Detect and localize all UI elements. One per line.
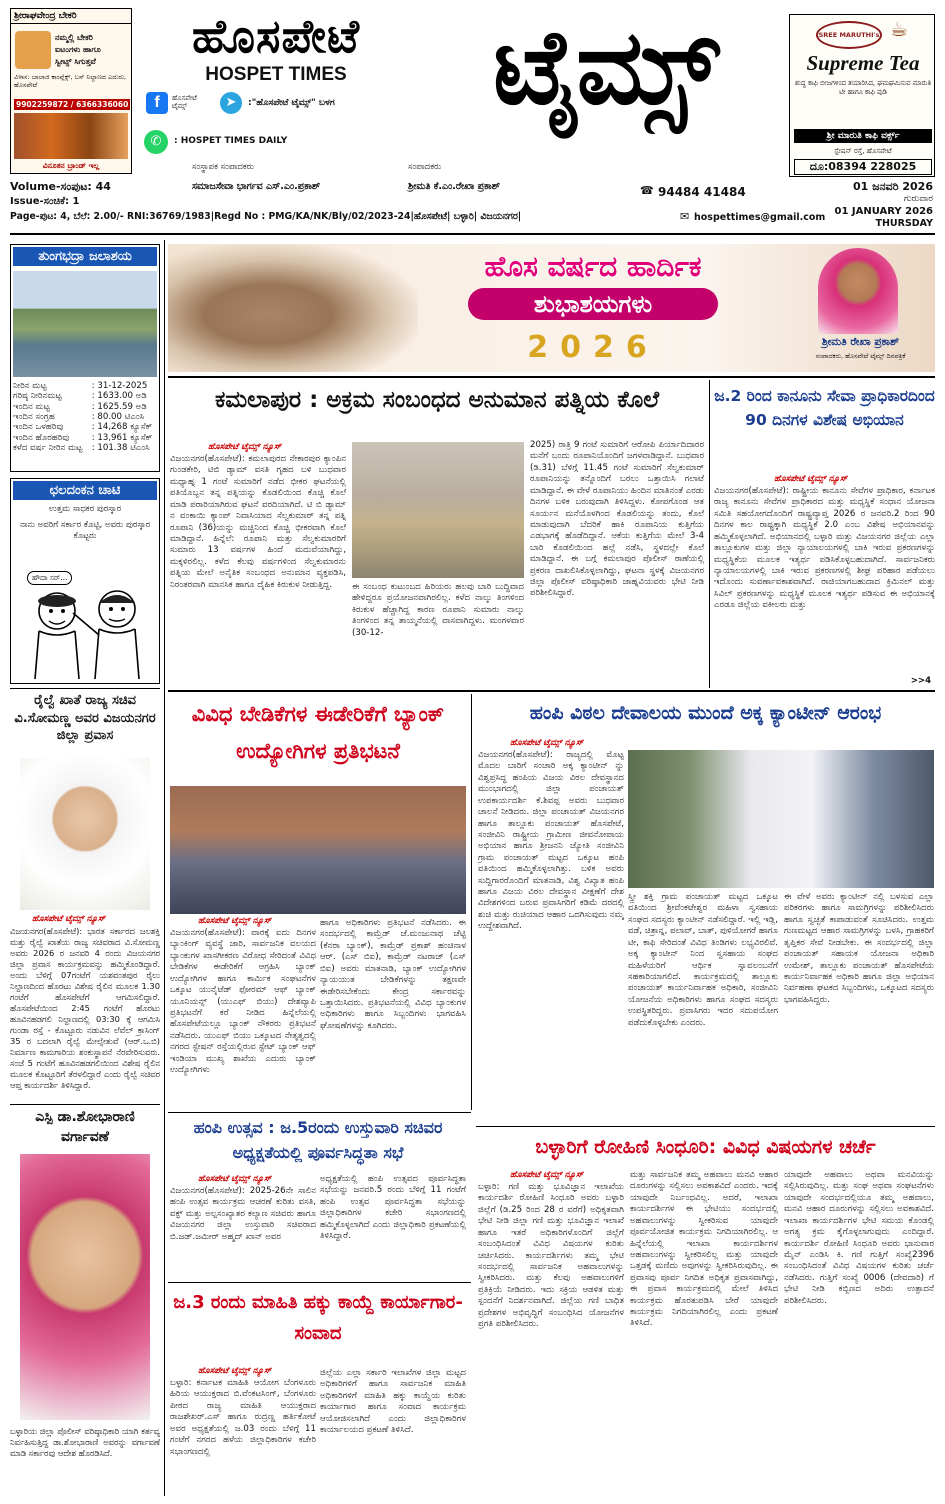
story4-col2: ಸ್ತ್ರೀ ಶಕ್ತಿ ಗ್ರಾಮ ಪಂಚಾಯತ್ ಮಟ್ಟದ ಒಕ್ಕೂಟ ವತಿಯಿಂದ ಶ್ರೀವೆಂಕಟೇಶ್ವರ ಮಹಿಳಾ ಸ್ವಸಹಾಯ ಸಂಘದ ಸದಸ್ಯರು ಕ್ಯಾಂಟೀನ್ ನಡೆಸಲಿದ್ದಾರೆ. ಇಲ್ಲಿ ಇಡ್ಲಿ, ವಡೆ, ಚಿತ್ರಾನ್ನ, ಪಲಾವ್, ಬಾತ್, ಪುಳಿಯೋಗರೆ ಹಾಗೂ ಟೀ, ಕಾಫಿ ಸೇರಿದಂತೆ ವಿವಿಧ ತಿಂಡಿಗಳು ಲಭ್ಯವಿರಲಿವೆ. ಅಕ್ಕ ಕ್ಯಾಂಟೀನ್ ನಿಂದ ಸ್ವಸಹಾಯ ಸಂಘದ ಮಹಿಳೆಯರಿಗೆ ಆರ್ಥಿಕ ಸ್ವಾವಲಂಬನೆಗೆ ಸಹಕಾರಿಯಾಗಲಿದೆ. ಕಾರ್ಯಕ್ರಮದಲ್ಲಿ ತಾಲ್ಲೂಕು ಪಂಚಾಯತ್ ಕಾರ್ಯನಿರ್ವಾಹಕ ಅಧಿಕಾರಿ, ಸಂಜೀವಿನಿ ಯೋಜನೆಯ ಅಧಿಕಾರಿಗಳು ಹಾಗೂ ಸಂಘದ ಸದಸ್ಯರು ಉಪಸ್ಥಿತರಿದ್ದರು. ಪ್ರವಾಸಿಗರು ಇದರ ಸದುಪಯೋಗ ಪಡೆದುಕೊಳ್ಳಬೇಕು ಎಂದರು.: [628, 892, 778, 1028]
story3-protest-photo: [170, 786, 466, 914]
story6-col2: ಜಿಲ್ಲೆಯ ಎಲ್ಲಾ ಸರ್ಕಾರಿ ಇಲಾಖೆಗಳ ಜಿಲ್ಲಾ ಮಟ್ಟದ ಅಧಿಕಾರಿಗಳಿಗೆ ಹಾಗೂ ಸಾರ್ವಜನಿಕ ಮಾಹಿತಿ ಅಧಿಕಾರಿಗಳಿಗೆ ಮಾಹಿತಿ ಹಕ್ಕು ಕಾಯ್ದೆಯ ಕುರಿತು ಕಾರ್ಯಾಗಾರ ಹಾಗೂ ಸಂವಾದ ಕಾರ್ಯಕ್ರಮ ಆಯೋಜಿಸಲಾಗಿದೆ ಎಂದು ಜಿಲ್ಲಾಧಿಕಾರಿಗಳ ಕಾರ್ಯಾಲಯದ ಪ್ರಕಟಣೆ ತಿಳಿಸಿದೆ.: [320, 1368, 466, 1436]
dam-box: [10, 244, 160, 472]
banner-year: 2026: [527, 330, 659, 365]
new-year-banner: [168, 244, 935, 372]
registration-line: Page-ಪುಟ: 4, ಬೆಲೆ: 2.00/- RNI:36769/1983|Regd No : PMG/KA/NK/Bly/02/2023-24|ಹೊಸಪೇಟೆ| ಬಳ್ಳಾರಿ| ವಿಜಯನಗರ|: [10, 211, 522, 222]
story-rohini-sindhuri: [476, 1128, 935, 1496]
story2-byline: ಹೊಸಪೇಟೆ ಟೈಮ್ಸ್ ನ್ಯೂಸ್: [774, 474, 848, 484]
founder-label: ಸಂಸ್ಥಾಪಕ ಸಂಪಾದಕರು: [192, 162, 254, 172]
dam-table: ನೀರಿನ ಮಟ್ಟ : 31-12-2025 ಗರಿಷ್ಠ ನೀರಿನಮಟ್ಟ : 1633.00 ಅಡಿ ಇಂದಿನ ಮಟ್ಟ : 1625.59 ಅಡಿ ಇಂದಿನ ಸಂಗ್ರಹ : 80.00 ಟಿಎಂಸಿ ಇಂದಿನ ಒಳಹರಿವು : 14,268 ಕ್ಯೂಸೆಕ್ ಇಂದಿನ ಹೊರಹರಿವು : 13,961 ಕ್ಯೂಸೆಕ್ ಕಳೆದ ವರ್ಷ ನೀರಿನ ಮಟ್ಟ : 101.38 ಟಿಎಂಸಿ: [13, 381, 153, 453]
title-kannada: ಹೊಸಪೇಟೆ: [191, 9, 361, 63]
tea-works: ಶ್ರೀ ಮಾರುತಿ ಕಾಫಿ ವರ್ಕ್ಸ್: [794, 129, 932, 143]
sp-headline: ಎಸ್ಪಿ ಡಾ.ಶೋಭಾರಾಣಿ ವರ್ಗಾವಣೆ: [35, 1109, 135, 1145]
story-legal-services: [714, 380, 935, 688]
left-ad-address: ವಿಳಾಸ: ಬಾಲಾಜಿ ಕಾಂಪ್ಲೆಕ್ಸ್, ಬಸ್ ನಿಲ್ದಾಣದ ಎದುರು, ಹೊಸಪೇಟೆ: [14, 73, 127, 90]
banner-role: ಸಂಪಾದಕರು, ಹೊಸಪೇಟೆ ಟೈಮ್ಸ್ ದಿನಪತ್ರಿಕೆ: [815, 352, 906, 360]
facebook-icon: f: [146, 92, 168, 114]
minister-byline: ಹೊಸಪೇಟೆ ಟೈಮ್ಸ್ ನ್ಯೂಸ್: [32, 914, 106, 924]
cartoon-box: [10, 478, 160, 684]
story5-col2: ಅಧ್ಯಕ್ಷತೆಯಲ್ಲಿ ಹಂಪಿ ಉತ್ಸವದ ಪೂರ್ವಸಿದ್ಧತಾ ಸಭೆಯನ್ನು ಜನವರಿ.5 ರಂದು ಬೆಳಿಗ್ಗೆ 11 ಗಂಟೆಗೆ ಹಂಪಿ ಉತ್ಸವ ಪೂರ್ವಸಿದ್ಧತಾ ಸಭೆಯನ್ನು ಜಿಲ್ಲಾಧಿಕಾರಿಗಳ ಕಚೇರಿ ಸಭಾಂಗಣದಲ್ಲಿ ಹಮ್ಮಿಕೊಳ್ಳಲಾಗಿದೆ ಎಂದು ಜಿಲ್ಲಾಧಿಕಾರಿ ಪ್ರಕಟಣೆಯಲ್ಲಿ ತಿಳಿಸಿದ್ದಾರೆ.: [320, 1174, 466, 1242]
email-icon: ✉: [680, 210, 690, 223]
whatsapp-channel[interactable]: : HOSPET TIMES DAILY: [174, 136, 288, 146]
tea-phone: ದೂ:08394 228025: [794, 159, 932, 175]
story4-canteen-photo: [628, 750, 934, 888]
founder-name: ಸಮಾಜಸೇವಾ ಭಾರ್ಗವ ಎಸ್.ಎಂ.ಪ್ರಕಾಶ್: [192, 181, 321, 192]
cartoon-title: ಛಲದಂಕನ ಚಾಟಿ: [13, 481, 157, 500]
left-ad: [10, 8, 132, 174]
story6-byline: ಹೊಸಪೇಟೆ ಟೈಮ್ಸ್ ನ್ಯೂಸ್: [198, 1366, 272, 1376]
bakery-logo: [15, 31, 51, 69]
story3-col2: ಹಾಗೂ ಅಧಿಕಾರಿಗಳು ಪ್ರತಿಭಟನೆ ನಡೆಸಿದರು. ಈ ಸಂದರ್ಭದಲ್ಲಿ ಕಾಮ್ರೆಡ್ ಜೆ.ಮಂಜುನಾಥ ಚೆಟ್ಟಿ (ಕೆನರಾ ಬ್ಯಾಂಕ್), ಕಾಮ್ರೆಡ್ ಪ್ರಕಾಶ್ ಹಂಚಿನಾಳ ಆರ್. (ಎಸ್ ಬಿಐ), ಕಾಮ್ರೆಡ್ ನಟರಾಜ್ (ಎಸ್ ಬಿಐ) ಅವರು ಮಾತನಾಡಿ, ಬ್ಯಾಂಕ್ ಉದ್ಯೋಗಿಗಳ ನ್ಯಾಯಯುತ ಬೇಡಿಕೆಗಳನ್ನು ತಕ್ಷಣವೇ ಈಡೇರಿಸಬೇಕೆಂದು ಕೇಂದ್ರ ಸರ್ಕಾರವನ್ನು ಒತ್ತಾಯಿಸಿದರು. ಪ್ರತಿಭಟನೆಯಲ್ಲಿ ವಿವಿಧ ಬ್ಯಾಂಕುಗಳ ಅಧಿಕಾರಿಗಳು ಹಾಗೂ ಸಿಬ್ಬಂದಿಗಳು ಭಾಗವಹಿಸಿ ಘೋಷಣೆಗಳನ್ನು ಕೂಗಿದರು.: [320, 918, 466, 1031]
day-kn: ಗುರುವಾರ: [903, 194, 933, 204]
title-english: HOSPET TIMES: [205, 64, 347, 85]
story2-text: ವಿಜಯನಗರ(ಹೊಸಪೇಟೆ): ರಾಷ್ಟ್ರೀಯ ಕಾನೂನು ಸೇವೆಗಳ ಪ್ರಾಧಿಕಾರ, ಕರ್ನಾಟಕ ರಾಜ್ಯ ಕಾನೂನು ಸೇವೆಗಳ ಪ್ರಾಧಿಕಾರದ ಮತ್ತು ಮಧ್ಯಸ್ಥಿಕೆ ಸಂಧಾನ ಯೋಜನಾ ಸಮಿತಿ ಸಹಯೋಗದೊಂದಿಗೆ ರಾಷ್ಟ್ರವ್ಯಾಪ್ತ 2026 ರ ಜನವರಿ.2 ರಿಂದ 90 ದಿನಗಳ ಕಾಲ ರಾಷ್ಟ್ರಕ್ಕಾಗಿ ಮಧ್ಯಸ್ಥಿಕೆ 2.0 ಎಂಬ ವಿಶೇಷ ಅಭಿಯಾನವನ್ನು ಹಮ್ಮಿಕೊಳ್ಳಲಾಗಿದೆ. ಅಭಿಯಾನದಲ್ಲಿ ಬಳ್ಳಾರಿ ಮತ್ತು ವಿಜಯನಗರ ಜಿಲ್ಲೆಯ ಎಲ್ಲಾ ತಾಲ್ಲೂಕುಗಳ ಮತ್ತು ಜಿಲ್ಲಾ ನ್ಯಾಯಾಲಯಗಳಲ್ಲಿ ಬಾಕಿ ಇರುವ ಪ್ರಕರಣಗಳನ್ನು ಮಧ್ಯಸ್ಥಿಕೆಯ ಮೂಲಕ ಇತ್ಯರ್ಥ ಪಡಿಸಿಕೊಳ್ಳಬಹುದಾಗಿದೆ. ಸಾರ್ವಜನಿಕರು ನ್ಯಾಯಾಲಯಗಳಲ್ಲಿ ಬಾಕಿ ಇರುವ ಪ್ರಕರಣಗಳಲ್ಲಿ ಶೀಘ್ರ ಪರಿಹಾರ ಪಡೆಯಲು ಇದೊಂದು ಸುವರ್ಣಾವಕಾಶವಾಗಿದೆ. ರಾಜಿಯಾಗಬಹುದಾದ ಕ್ರಿಮಿನಲ್ ಮತ್ತು ಸಿವಿಲ್ ಪ್ರಕರಣಗಳನ್ನು ಮಧ್ಯಸ್ಥಿಕೆ ಮೂಲಕ ಇತ್ಯರ್ಥ ಪಡಿಸುವ ಈ ಅಭಿಯಾನಕ್ಕೆ ಎರಡೂ ಜಿಲ್ಲೆಯ ವಕೀಲರು ಮತ್ತು: [714, 486, 935, 611]
left-ad-tag: ವಿನೂತನ ಬ್ರಾಂಡ್ ಇಲ್ಲ: [42, 161, 100, 170]
volume: Volume-ಸಂಪುಟ: 44: [10, 180, 111, 193]
minister-story: [10, 692, 160, 1102]
dam-photo: [13, 271, 157, 377]
story-bank-protest: [168, 694, 468, 1110]
story4-col1: ವಿಜಯನಗರ(ಹೊಸಪೇಟೆ): ರಾಜ್ಯದಲ್ಲಿ ಮೊಟ್ಟ ಮೊದಲ ಬಾರಿಗೆ ಸಂಚಾರಿ ಅಕ್ಕ ಕ್ಯಾಂಟೀನ್ ನ್ನು ವಿಶ್ವಪ್ರಸಿದ್ಧ ಹಂಪಿಯ ವಿಜಯ ವಿಠಲ ದೇವಸ್ಥಾನದ ಮುಂಭಾಗದಲ್ಲಿ ಜಿಲ್ಲಾ ಪಂಚಾಯತ್ ಉಪಕಾರ್ಯದರ್ಶಿ ಕೆ.ಶಿವಪ್ಪ ಅವರು ಬುಧವಾರ ಚಾಲನೆ ನೀಡಿದರು. ಜಿಲ್ಲಾ ಪಂಚಾಯತ್ ವಿಜಯನಗರ ಹಾಗೂ ತಾಲ್ಲೂಕು ಪಂಚಾಯತ್ ಹೊಸಪೇಟೆ, ಸಂಜೀವಿನಿ ರಾಷ್ಟ್ರೀಯ ಗ್ರಾಮೀಣ ಜೀವನೋಪಾಯ ಅಭಿಯಾನ ಹಾಗೂ ಶ್ರೀಜನನಿ ಜ್ಯೋತಿ ಸಂಜೀವಿನಿ ಗ್ರಾಮ ಪಂಚಾಯತ್ ಮಟ್ಟದ ಒಕ್ಕೂಟ ಹಂಪಿ ವತಿಯಿಂದ ಹಮ್ಮಿಕೊಳ್ಳಲಾಗಿತ್ತು. ಬಳಿಕ ಅವರು ಸುದ್ದಿಗಾರರೊಂದಿಗೆ ಮಾತನಾಡಿ, ವಿಶ್ವ ವಿಖ್ಯಾತ ಹಂಪಿ ಹಾಗೂ ವಿಜಯ ವಿಠಲ ದೇವಸ್ಥಾನ ವೀಕ್ಷಣೆಗೆ ದೇಶ ವಿದೇಶಗಳಿಂದ ಬರುವ ಪ್ರವಾಸಿಗರಿಗೆ ಕಡಿಮೆ ದರದಲ್ಲಿ ಶುಚಿ ಮತ್ತು ರುಚಿಯಾದ ಆಹಾರ ಒದಗಿಸುವುದು ನಮ್ಮ ಉದ್ದೇಶವಾಗಿದೆ.: [478, 750, 624, 932]
story3-byline: ಹೊಸಪೇಟೆ ಟೈಮ್ಸ್ ನ್ಯೂಸ್: [198, 916, 272, 926]
tea-place: ಸ್ಟೇಷನ್ ರಸ್ತೆ, ಹೊಸಪೇಟೆ: [834, 147, 892, 155]
banner-line1: ಹೊಸ ವರ್ಷದ ಹಾರ್ದಿಕ: [484, 250, 702, 283]
tea-brand: SREE MARUTHI's: [816, 21, 882, 49]
story3-col1: ವಿಜಯನಗರ(ಹೊಸಪೇಟೆ): ವಾರಕ್ಕೆ ಐದು ದಿನಗಳ ಬ್ಯಾಂಕಿಂಗ್ ವ್ಯವಸ್ಥೆ ಜಾರಿ, ಸಾರ್ವಜನಿಕ ವಲಯದ ಬ್ಯಾಂಕುಗಳ ಖಾಸಗೀಕರಣ ವಿರೋಧ ಸೇರಿದಂತೆ ವಿವಿಧ ಬೇಡಿಕೆಗಳ ಈಡೇರಿಕೆಗೆ ಆಗ್ರಹಿಸಿ ಬ್ಯಾಂಕ್ ಉದ್ಯೋಗಿಗಳ ಹಾಗೂ ಕಾರ್ಮಿಕ ಸಂಘಟನೆಗಳ ಒಕ್ಕೂಟ ಯುನೈಟೆಡ್ ಫೋರಮ್ ಆಫ್ ಬ್ಯಾಂಕ್ ಯೂನಿಯನ್ಸ್ (ಯುಎಫ್ ಬಿಯು) ದೇಶವ್ಯಾಪಿ ಪ್ರತಿಭಟನೆಗೆ ಕರೆ ನೀಡಿದ ಹಿನ್ನೆಲೆಯಲ್ಲಿ ಹೊಸಪೇಟೆಯಲ್ಲೂ ಬ್ಯಾಂಕ್ ನೌಕರರು ಪ್ರತಿಭಟನೆ ನಡೆಸಿದರು. ಯುಎಫ್ ಬಿಯು ಒಕ್ಕೂಟದ ನೇತೃತ್ವದಲ್ಲಿ ನಗರದ ಸ್ಟೇಷನ್ ರಸ್ತೆಯಲ್ಲಿರುವ ಸ್ಟೇಟ್ ಬ್ಯಾಂಕ್ ಆಫ್ ಇಂಡಿಯಾ ಮುಖ್ಯ ಶಾಖೆಯ ಎದುರು ಬ್ಯಾಂಕ್ ಉದ್ಯೋಗಿಗಳು: [170, 928, 316, 1076]
story1-col1: ವಿಜಯನಗರ(ಹೊಸಪೇಟೆ): ಕಮಲಾಪುರದ ನೇಕಾರಪುರ ಕ್ಯಾಂಪಿನ ಗುಂಡಕೇರಿ, ಟಿಬಿ ಡ್ಯಾಮ್ ವಸತಿ ಗೃಹದ ಬಳಿ ಬುಧವಾರ ಮಧ್ಯಾಹ್ನ 1 ಗಂಟೆ ಸುಮಾರಿಗೆ ನಡೆದ ಭೀಕರ ಘಟನೆಯಲ್ಲಿ ಪತಿಯೊಬ್ಬನ ತನ್ನ ಪತ್ನಿಯನ್ನು ಕೊಡಲಿಯಿಂದ ಕೊಚ್ಚಿ ಕೊಲೆ ಮಾಡಿ ಪರಾರಿಯಾಗಿರುವ ಘಟನೆ ವರದಿಯಾಗಿದೆ. ಟಿ ಬಿ ಡ್ಯಾಮ್ ನ ವಂಕಾಯಿ ಕ್ಯಾಂಪ್ ನಿವಾಸಿಯಾದ ಸೆಲ್ವಕುಮಾರ್ ತನ್ನ ಪತ್ನಿ ರೂಪಾನಿ (36)ಯನ್ನು ಮಚ್ಚಿನಿಂದ ಕೊಚ್ಚಿ ಭೀಕರವಾಗಿ ಕೊಲೆ ಮಾಡಿದ್ದಾನೆ. ಹಿನ್ನೆಲೆ: ರೂಪಾನಿ ಮತ್ತು ಸೆಲ್ವಕುಮಾರರಿಗೆ ಸುಮಾರು 13 ವರ್ಷಗಳ ಹಿಂದೆ ಮದುವೆಯಾಗಿದ್ದು, ಮಕ್ಕಳಿರಲಿಲ್ಲ. ಕಳೆದ ಕೆಲವು ವರ್ಷಗಳಿಂದ ಸೆಲ್ವಕುಮಾರನು ಪತ್ನಿಯ ಮೇಲೆ ಅನೈತಿಕ ಸಂಬಂಧದ ಅನುಮಾನ ವ್ಯಕ್ತಪಡಿಸಿ, ನಿರಂತರವಾಗಿ ಮಾನಸಿಕ ಹಾಗೂ ದೈಹಿಕ ಕಿರುಕುಳ ನೀಡುತ್ತಿದ್ದ.: [170, 454, 346, 590]
story5-headline: ಹಂಪಿ ಉತ್ಸವ : ಜ.5ರಂದು ಉಸ್ತುವಾರಿ ಸಚಿವರ ಅಧ್ಯಕ್ಷತೆಯಲ್ಲಿ ಪೂರ್ವಸಿದ್ಧತಾ ಸಭೆ: [193, 1118, 443, 1162]
day-en: THURSDAY: [875, 218, 933, 229]
minister-headline: ರೈಲ್ವೆ ಖಾತೆ ರಾಜ್ಯ ಸಚಿವ ವಿ.ಸೋಮಣ್ಣ ಅವರ ವಿಜಯನಗರ ಜಿಲ್ಲಾ ಪ್ರವಾಸ: [14, 693, 156, 744]
issue: Issue-ಸಂಚಿಕೆ: 1: [10, 196, 80, 207]
bakery-products-image: [14, 113, 128, 159]
tea-desc: ಶುದ್ಧ ಕಾಫಿ ಬೀಜಗಳಿಂದ ತಯಾರಿಸಿದ, ಘಮಘಮಿಸುವ ಮಾರುತಿ ಟೀ ಹಾಗೂ ಕಾಫಿ ಪುಡಿ: [795, 79, 931, 96]
sp-photo: [20, 1154, 150, 1420]
story2-continued: >>4: [910, 676, 931, 686]
left-ad-line3: ಸ್ವೀಟ್ಸ್ ಸಿಗುತ್ತವೆ: [55, 57, 96, 66]
minister-text: ವಿಜಯನಗರ(ಹೊಸಪೇಟೆ): ಭಾರತ ಸರ್ಕಾರದ ಜಲಶಕ್ತಿ ಮತ್ತು ರೈಲ್ವೆ ಖಾತೆಯ ರಾಜ್ಯ ಸಚಿವರಾದ ವಿ.ಸೋಮಣ್ಣ ಅವರು 2026 ರ ಜನವರಿ 4 ರಂದು ವಿಜಯನಗರ ಜಿಲ್ಲಾ ಪ್ರವಾಸ ಕಾರ್ಯಕ್ರಮವನ್ನು ಹಮ್ಮಿಕೊಂಡಿದ್ದಾರೆ. ಅಂದು ಬೆಳಿಗ್ಗೆ 07ಗಂಟೆಗೆ ಯಶವಂತಪುರ ರೈಲು ನಿಲ್ದಾಣದಿಂದ ಹೊರಟು ವಿಶೇಷ ರೈಲಿನ ಮೂಲಕ 1.30 ಗಂಟೆಗೆ ಹೊಸಪೇಟೆಗೆ ಆಗಮಿಸಲಿದ್ದಾರೆ. ಹೊಸಪೇಟೆಯಿಂದ 2:45 ಗಂಟೆಗೆ ಹೊರಟು ಹೂವಿನಹಡಗಲಿ ನಿಲ್ದಾಣದಲ್ಲಿ 03:30 ಕ್ಕೆ ಆಗಮಿಸಿ ಗುಂಡಾ ರಸ್ತೆ - ಕೊಟ್ಟೂರು ನಡುವಿನ ಲೆವೆಲ್ ಕ್ರಾಸಿಂಗ್ 35 ರ ಬದಲಾಗಿ ರೈಲ್ವೆ ಮೇಲ್ಸೇತುವೆ (ಆರ್.ಒ.ಬಿ) ನಿರ್ಮಾಣ ಕಾಮಗಾರಿಯ ಶಂಕುಸ್ಥಾಪನೆ ನೆರವೇರಿಸುವರು. ಸಂಜೆ 5 ಗಂಟೆಗೆ ಹೂವಿನಹಡಗಲಿಯಿಂದ ವಿಶೇಷ ರೈಲಿನ ಮೂಲಕ ಕೊಟ್ಟೂರಿಗೆ ತೆರಳಲಿದ್ದಾರೆ ಎಂದು ರೈಲ್ವೆ ಸಚಿವರ ಆಪ್ತ ಕಾರ್ಯದರ್ಶಿ ತಿಳಿಸಿದ್ದಾರೆ.: [10, 926, 160, 1091]
story-kamalapura: [168, 380, 706, 688]
cartoon-speech: ಹೌದಾ ಸರ್...: [27, 571, 72, 585]
left-ad-title: ಶ್ರೀರಾಘವೇಂದ್ರ ಬೇಕರಿ: [11, 9, 131, 24]
dam-title: ತುಂಗಭದ್ರಾ ಜಲಾಶಯ: [13, 247, 157, 266]
story7-headline: ಬಳ್ಳಾರಿಗೆ ರೋಹಿಣಿ ಸಿಂಧೂರಿ: ವಿವಿಧ ವಿಷಯಗಳ ಚರ್ಚೆ: [535, 1136, 876, 1158]
phone-number: 94484 41484: [658, 185, 746, 199]
cartoon-drawing: [15, 583, 155, 681]
story4-col3: ಈ ವೇಳೆ ಅವರು ಕ್ಯಾಂಟೀನ್ ನಲ್ಲಿ ಬಳಸುವ ಎಲ್ಲಾ ಪರಿಕರಗಳು ಹಾಗೂ ಸಾಮಗ್ರಿಗಳನ್ನು ಪರಿಶೀಲಿಸಿದರು ಹಾಗೂ ಸ್ವಚ್ಛತೆ ಕಾಪಾಡುವಂತೆ ಸೂಚಿಸಿದರು. ಉತ್ತಮ ಗುಣಮಟ್ಟದ ಆಹಾರ ಸಾಮಗ್ರಿಗಳನ್ನು ಬಳಸಿ, ಗ್ರಾಹಕರಿಗೆ ತೃಪ್ತಿಕರ ಸೇವೆ ನೀಡಬೇಕು. ಈ ಸಂದರ್ಭದಲ್ಲಿ ಜಿಲ್ಲಾ ಪಂಚಾಯತ್ ಸಹಾಯಕ ಯೋಜನಾ ಅಧಿಕಾರಿ ಉಮೇಶ್, ತಾಲ್ಲೂಕು ಪಂಚಾಯತ್ ಹೊಸಪೇಟೆಯ ಕಾರ್ಯನಿರ್ವಾಹಕ ಅಧಿಕಾರಿ ಹಾಗೂ ಜಿಲ್ಲಾ ಅಭಿಯಾನ ನಿರ್ವಹಣಾ ಘಟಕದ ಸಿಬ್ಬಂದಿಗಳು, ಒಕ್ಕೂಟದ ಸದಸ್ಯರು ಭಾಗವಹಿಸಿದ್ದರು.: [784, 892, 934, 1005]
story-rti-workshop: [168, 1284, 468, 1496]
info-strip: [10, 178, 935, 232]
editor-photo: [818, 248, 898, 334]
tea-ad: [789, 14, 935, 177]
story1-under-photo: ಈ ಸಂಬಂಧ ಕುಟುಂಬದ ಹಿರಿಯರು ಹಲವು ಬಾರಿ ಬುದ್ಧಿವಾದ ಹೇಳಿದ್ದರೂ ಪ್ರಯೋಜನವಾಗಿರಲಿಲ್ಲ. ಕಳೆದ ನಾಲ್ಕು ತಿಂಗಳಿಂದ ಕಿರುಕುಳ ಹೆಚ್ಚಾಗಿದ್ದ ಕಾರಣ ರೂಪಾನಿ ಸುಮಾರು ನಾಲ್ಕು ತಿಂಗಳಿಂದ ತನ್ನ ತಾಯ್ಮನೆಯಲ್ಲಿ ವಾಸವಾಗಿದ್ದಳು. ಮಂಗಳವಾರ (30-12-: [352, 582, 524, 638]
cartoon-caption1: ಉತ್ತಮ ಸಾಧಕರ ಪುರಸ್ಕಾರ: [48, 504, 122, 514]
email[interactable]: hospettimes@gmail.com: [694, 212, 826, 223]
date-en: 01 JANUARY 2026: [834, 206, 933, 217]
story5-col1: ವಿಜಯನಗರ(ಹೊಸಪೇಟೆ): 2025-26ನೇ ಸಾಲಿನ ಹಂಪಿ ಉತ್ಸವ ಕಾರ್ಯಕ್ರಮ ಆಚರಣೆ ಕುರಿತು ವಸತಿ, ವಕ್ಫ್ ಮತ್ತು ಅಲ್ಪಸಂಖ್ಯಾತರ ಕಲ್ಯಾಣ ಸಚಿವರು ಹಾಗೂ ವಿಜಯನಗರ ಜಿಲ್ಲಾ ಉಸ್ತುವಾರಿ ಸಚಿವರಾದ ಬಿ.ಜಡ್.ಜಮೀರ್ ಅಹ್ಮದ್ ಖಾನ್ ಅವರ: [170, 1186, 316, 1242]
whatsapp-icon: ✆: [144, 130, 168, 154]
story4-byline: ಹೊಸಪೇಟೆ ಟೈಮ್ಸ್ ನ್ಯೂಸ್: [510, 738, 584, 748]
story6-col1: ಬಳ್ಳಾರಿ: ಕರ್ನಾಟಕ ಮಾಹಿತಿ ಆಯೋಗ ಬೆಂಗಳೂರು ಹಿರಿಯ ಆಯುಕ್ತರಾದ ಬಿ.ವೆಂಕಟಸಿಂಗ್, ಬೆಂಗಳೂರು ಪೀಠದ ರಾಜ್ಯ ಮಾಹಿತಿ ಆಯುಕ್ತರಾದ ರಾಜಶೇಖರ್.ಎಸ್ ಹಾಗೂ ರುದ್ರಣ್ಣ ಹರ್ತಿಕೋಟೆ ಅವರ ಅಧ್ಯಕ್ಷತೆಯಲ್ಲಿ ಜ.03 ರಂದು ಬೆಳಿಗ್ಗೆ 11 ಗಂಟೆಗೆ ನಗರದ ಹಳೆಯ ಜಿಲ್ಲಾಧಿಕಾರಿಗಳ ಕಚೇರಿ ಸಭಾಂಗಣದಲ್ಲಿ: [170, 1378, 316, 1457]
left-ad-phone: 9902259872 / 6366336060: [16, 100, 129, 109]
tea-name: Supreme Tea: [806, 51, 920, 75]
editor-name: ಶ್ರೀಮತಿ ಕೆ.ಎಂ.ರೇಖಾ ಪ್ರಕಾಶ್: [408, 181, 501, 192]
story7-col1: ಬಳ್ಳಾರಿ: ಗಣಿ ಮತ್ತು ಭೂವಿಜ್ಞಾನ ಇಲಾಖೆಯ ಕಾರ್ಯದರ್ಶಿ ರೋಹಿಣಿ ಸಿಂಧೂರಿ ಅವರು ಬಳ್ಳಾರಿ ಜಿಲ್ಲೆಗೆ (ಡಿ.25 ರಿಂದ 28 ರ ವರೆಗೆ) ಅಧಿಕೃತವಾಗಿ ಭೇಟಿ ನೀಡಿ ಜಿಲ್ಲಾ ಗಣಿ ಮತ್ತು ಭೂವಿಜ್ಞಾನ ಇಲಾಖೆ ಹಾಗೂ ಇತರೆ ಅಧಿಕಾರಿಗಳೊಂದಿಗೆ ಜಿಲ್ಲೆಗೆ ಸಂಬಂಧಿಸಿದಂತೆ ವಿವಿಧ ವಿಷಯಗಳ ಕುರಿತು ಚರ್ಚಿಸಿದರು. ಕಾರ್ಯದರ್ಶಿಗಳು ತಮ್ಮ ಭೇಟಿ ಸಂದರ್ಭದಲ್ಲಿ ಸಾರ್ವಜನಿಕ ಅಹವಾಲುಗಳನ್ನು ಸ್ವೀಕರಿಸಿದರು. ಮತ್ತು ಕೆಲವು ಅಹವಾಲುಗಳಿಗೆ ಪ್ರತಿಕ್ರಿಯೆ ನೀಡಿದರು. ಇದು ಸಕ್ರಿಯ ಆಡಳಿತ ಮತ್ತು ಸ್ಪಂದನೆಗೆ ನಿದರ್ಶನವಾಗಿದೆ. ಜಿಲ್ಲೆಯ ಗಣಿ ಬಾಧಿತ ಪ್ರದೇಶಗಳ ಅಭಿವೃದ್ಧಿಗೆ ಸಂಬಂಧಿಸಿದ ಯೋಜನೆಗಳ ಪ್ರಗತಿ ಪರಿಶೀಲಿಸಿದರು.: [478, 1182, 624, 1330]
editor-label: ಸಂಪಾದಕರು: [408, 162, 442, 172]
date-kn: 01 ಜನವರಿ 2026: [853, 180, 933, 193]
story5-byline: ಹೊಸಪೇಟೆ ಟೈಮ್ಸ್ ನ್ಯೂಸ್: [198, 1174, 272, 1184]
minister-photo: [20, 758, 150, 910]
left-ad-line2: ಐಟಂಗಳು ಹಾಗೂ: [55, 45, 101, 54]
story-akka-canteen: [476, 694, 935, 1124]
story4-headline: ಹಂಪಿ ವಿಠಲ ದೇವಾಲಯ ಮುಂದೆ ಅಕ್ಕ ಕ್ಯಾಂಟೀನ್ ಆರಂಭ: [529, 702, 882, 724]
sp-text: ಬಳ್ಳಾರಿಯ ಜಿಲ್ಲಾ ಪೊಲೀಸ್ ವರಿಷ್ಠಾಧಿಕಾರಿ ಯಾಗಿ ಕರ್ತವ್ಯ ನಿರ್ವಹಿಸುತ್ತಿದ್ದ ಡಾ.ಶೋಭಾರಾಣಿ ಅವರನ್ನು ವರ್ಗಾವಣೆ ಮಾಡಿ ಸರ್ಕಾರವು ಆದೇಶ ಹೊರಡಿಸಿದೆ.: [10, 1426, 160, 1459]
masthead: [138, 6, 784, 178]
facebook-handle[interactable]: ಹೊಸಪೇಟೆ ಟೈಮ್ಸ್: [172, 94, 197, 111]
stone-chariot-image: [168, 244, 418, 372]
sp-story: [10, 1108, 160, 1496]
cartoon-caption2: ನಾನು ಅವರಿಗೆ ಸರ್ಕಾರ ಕೊಟ್ಟಿ, ಅವರು ಪುರಸ್ಕಾರ ಕೊಟ್ಟರು: [19, 520, 151, 542]
story7-col3: ಯಾವುದೇ ಅಹವಾಲು ಅಥವಾ ಮನವಿಯನ್ನು ಸಲ್ಲಿಸಿರುವುದಿಲ್ಲ. ಮತ್ತು ಸಂಘ ಅಥವಾ ಸಂಘಟನೆಗಳು ಯಾವುದೇ ಸಂದರ್ಭದಲ್ಲಿಯೂ ತಮ್ಮ ಅಹವಾಲು, ಮನವಿ ಆಹಾರ ದೂರುಗಳನ್ನು ಸಲ್ಲಿಸಲು ಅವಕಾಶವಿದೆ. ಇಲಾಖಾ ಕಾರ್ಯದರ್ಶಿಗಳ ಭೇಟಿ ಸಮಯ ಕೊಂಡಲ್ಲಿ ಅಗತ್ಯ ಕ್ರಮ ಕೈಗೊಳ್ಳಲಾಗುವುದು ಎಂದಿದ್ದಾರೆ. ಕಾರ್ಯದರ್ಶಿ ರೋಹಿಣಿ ಸಿಂಧೂರಿ ಅವರು ಭಾನುವಾರ ಮೈನ್ ಎಂಡಿಸಿ ಕಿ. ಗಣಿ ಗುತ್ತಿಗೆ ಸಂಖ್ಯೆ2396 ಸಂಬಂಧಿಸಿದಂತೆ ವಿವಿಧ ವಿಷಯಗಳ ಕುರಿತು ಚರ್ಚೆ ನಡೆಸಿದರು. ಗುತ್ತಿಗೆ ಸಂಖ್ಯೆ 0006 (ದೇವದಾರಿ) ಗೆ ಭೇಟಿ ನೀಡಿ ಕಬ್ಬಿಣದ ಅದಿರು ಉತ್ಪಾದನೆ ಪರಿಶೀಲಿಸಿದರು.: [784, 1170, 934, 1306]
story1-headline: ಕಮಲಾಪುರ : ಅಕ್ರಮ ಸಂಬಂಧದ ಅನುಮಾನ ಪತ್ನಿಯ ಕೊಲೆ: [214, 387, 660, 413]
story3-headline: ವಿವಿಧ ಬೇಡಿಕೆಗಳ ಈಡೇರಿಕೆಗೆ ಬ್ಯಾಂಕ್ ಉದ್ಯೋಗಿಗಳ ಪ್ರತಿಭಟನೆ: [191, 702, 445, 763]
story1-byline: ಹೊಸಪೇಟೆ ಟೈಮ್ಸ್ ನ್ಯೂಸ್: [208, 442, 282, 452]
tea-cup-icon: ☕: [890, 17, 908, 41]
banner-line2: ಶುಭಾಶಯಗಳು: [468, 288, 718, 320]
story7-col2: ಮತ್ತು ಸಾರ್ವಜನಿಕ ತಮ್ಮ ಅಹವಾಲು ಮನವಿ ಆಹಾರ ದೂರುಗಳನ್ನು ಸಲ್ಲಿಸಲು ಅವಕಾಶವಿದೆ ಎಂದರು. ಇದಕ್ಕೆ ಯಾವುದೇ ನಿರ್ಬಂಧವಿಲ್ಲ. ಅದರೆ, ಇಲಾಖಾ ಕಾರ್ಯದರ್ಶಿಗಳ ಈ ಭೇಟಿಯು ಸಂದರ್ಭದಲ್ಲಿ ಅಹವಾಲುಗಳನ್ನು ಸ್ವೀಕರಿಸುವ ಯಾವುದೇ ಪೂರ್ವಯೋಜಿತ ಕಾರ್ಯಕ್ರಮ ನಿಗದಿಯಾಗಿರಲಿಲ್ಲ. ಆ ಹಿನ್ನೆಲೆಯಲ್ಲಿ ಇಲಾಖಾ ಕಾರ್ಯದರ್ಶಿಗಳ ಅಹವಾಲುಗಳನ್ನು ಸ್ವೀಕರಿಸಲಿಲ್ಲ ಮತ್ತು ಯಾವುದೇ ಒತ್ತಡಕ್ಕೆ ಮಣಿದು ಅವುಗಳನ್ನು ಸ್ವೀಕರಿಸಿರುವುದಿಲ್ಲ. ಈ ಪ್ರವಾಸವು ಪೂರ್ವ ನಿಗದಿತ ಅಧಿಕೃತ ಪ್ರವಾಸವಾಗಿದ್ದು, ಈ ಪ್ರವಾಸ ಕಾರ್ಯಕ್ರಮದಲ್ಲಿ ಮೇಲೆ ತಿಳಿಸಿದ ಕಾರ್ಯಕ್ರಮ ಹೊರತುಪಡಿಸಿ ಬೇರೆ ಯಾವುದೇ ಕಾರ್ಯಕ್ರಮ ನಿಗದಿಯಾಗಿರಲಿಲ್ಲ ಎಂದು ಪ್ರಕಟಣೆ ತಿಳಿಸಿದೆ.: [630, 1170, 778, 1329]
left-ad-line1: ನಮ್ಮಲ್ಲಿ ಬೇಕರಿ: [55, 33, 93, 42]
banner-person: ಶ್ರೀಮತಿ ರೇಖಾ ಪ್ರಕಾಶ್: [821, 336, 900, 348]
telegram-icon: ➤: [220, 92, 242, 114]
phone-icon: ☎: [640, 184, 654, 197]
story6-headline: ಜ.3 ರಂದು ಮಾಹಿತಿ ಹಕ್ಕು ಕಾಯ್ದೆ ಕಾರ್ಯಾಗಾರ-ಸಂವಾದ: [173, 1292, 463, 1344]
telegram-group[interactable]: :"ಹೊಸಪೇಟೆ ಟೈಮ್ಸ್" ಬಳಗ: [248, 98, 335, 108]
story2-headline: ಜ.2 ರಿಂದ ಕಾನೂನು ಸೇವಾ ಪ್ರಾಧಿಕಾರದಿಂದ 90 ದಿನಗಳ ವಿಶೇಷ ಅಭಿಯಾನ: [714, 387, 935, 430]
story1-police-photo: [352, 442, 524, 578]
story-hampi-utsav: [168, 1114, 468, 1280]
story1-col2: 2025) ರಾತ್ರಿ 9 ಗಂಟೆ ಸುಮಾರಿಗೆ ಆರೋಪಿ ಪಿರ್ಯಾದಿದಾರರ ಮನೆಗೆ ಬಂದು ರೂಪಾನಿಯೊಂದಿಗೆ ಜಗಳವಾಡಿದ್ದಾನೆ. ಬುಧವಾರ (ಡಿ.31) ಬೆಳಿಗ್ಗೆ 11.45 ಗಂಟೆ ಸುಮಾರಿಗೆ ಸೆಲ್ವಕುಮಾರ್ ರೂಪಾನಿಯನ್ನು ತನ್ನೊಂದಿಗೆ ಬರಲು ಒತ್ತಾಯಿಸಿ ಗಲಾಟೆ ಮಾಡಿದ್ದಾನೆ. ಈ ವೇಳೆ ರೂಪಾನಿಯು ಹಿಂದಿನ ಮಾತಿನಂತೆ ಎರಡು ದಿನಗಳ ಬಳಿಕ ಬರುವುದಾಗಿ ತಿಳಿಸಿದ್ದಳು. ಕೋಪಗೊಂಡ ಆತ ಸೂರ್ಯನ ಮನೆಯೊಳಗಿಂದ ಕೊಡಲಿಯನ್ನು ತಂದು, ಕೊಲೆ ಮಾಡುವುದಾಗಿ ಬೆದರಿಕೆ ಹಾಕಿ ರೂಪಾನಿಯ ಕುತ್ತಿಗೆಯ ಎಡಭಾಗಕ್ಕೆ ಹೊಡೆದಿದ್ದಾನೆ. ಆಕೆಯ ಕುತ್ತಿಗೆಯ ಮೇಲೆ 3-4 ಬಾರಿ ಕೊಡಲಿಯಿಂದ ಹಲ್ಲೆ ನಡೆಸಿ, ಸ್ಥಳದಲ್ಲೇ ಕೊಲೆ ಮಾಡಿದ್ದಾನೆ. ಈ ಬಗ್ಗೆ ಕಮಲಾಪುರ ಪೊಲೀಸ್ ಠಾಣೆಯಲ್ಲಿ ಪ್ರಕರಣ ದಾಖಲಿಸಿಕೊಳ್ಳಲಾಗಿದ್ದು, ಘಟನಾ ಸ್ಥಳಕ್ಕೆ ವಿಜಯನಗರ ಜಿಲ್ಲಾ ಪೊಲೀಸ್ ವರಿಷ್ಠಾಧಿಕಾರಿ ಜಾಹ್ನವಿಯವರು ಭೇಟಿ ನೀಡಿ ಪರಿಶೀಲಿಸಿದ್ದಾರೆ.: [530, 440, 704, 599]
story7-byline: ಹೊಸಪೇಟೆ ಟೈಮ್ಸ್ ನ್ಯೂಸ್: [510, 1170, 584, 1180]
times-logo: ಟೈಮ್ಸ್: [493, 6, 719, 128]
